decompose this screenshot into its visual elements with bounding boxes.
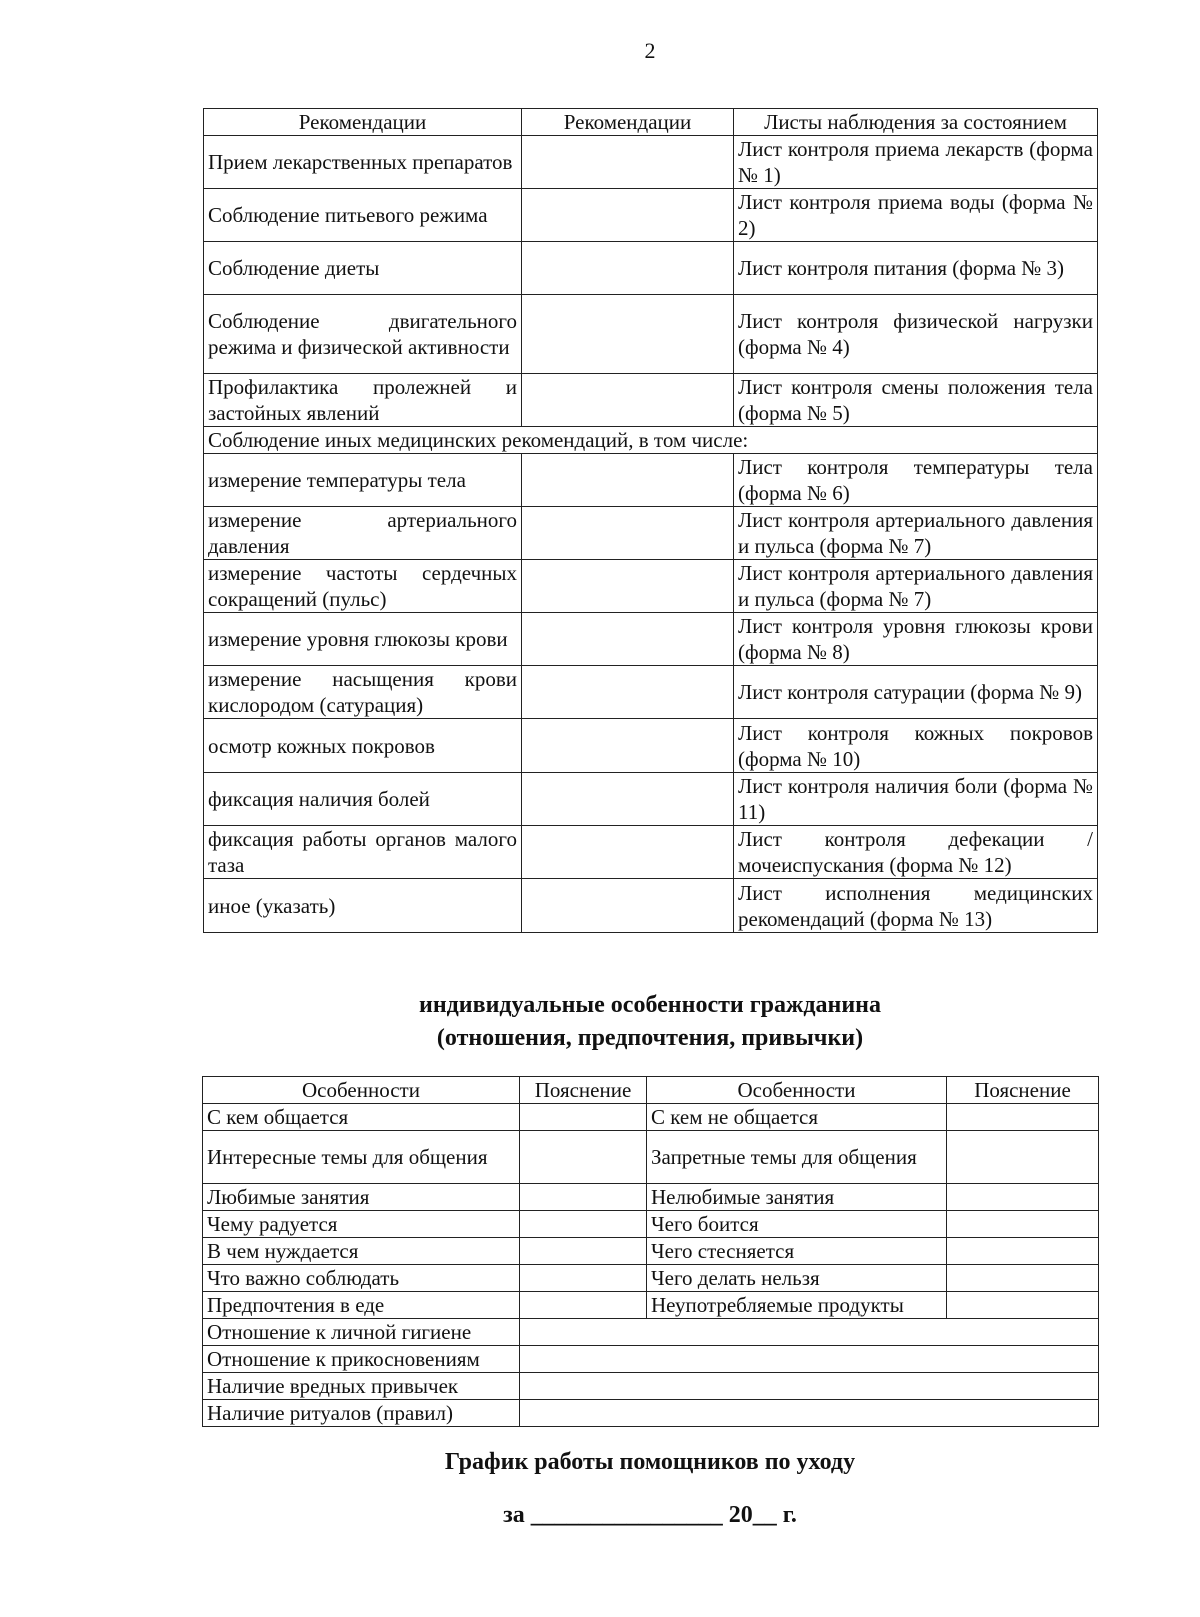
note-right-cell [947, 1211, 1099, 1238]
observation-sheet-cell: Лист контроля артериального давления и пульса (форма № 7) [734, 507, 1098, 560]
table-row [203, 1292, 1099, 1319]
note-left-cell [520, 1265, 647, 1292]
note-right-cell [947, 1104, 1099, 1131]
observation-sheet-cell: Лист контроля наличия боли (форма № 11) [734, 773, 1098, 826]
note-single-cell [520, 1319, 1099, 1346]
table-row [204, 374, 1098, 427]
section-subtitle-features: (отношения, предпочтения, привычки) [436, 1025, 864, 1051]
schedule-title: График работы помощников по уходу [444, 1449, 856, 1475]
table-row [204, 613, 1098, 666]
table-row [204, 507, 1098, 560]
recommendation-cell: Соблюдение питьевого режима [204, 189, 522, 242]
feature-right-cell: Чего делать нельзя [647, 1265, 947, 1292]
table-row [204, 454, 1098, 507]
recommendation-cell: измерение температуры тела [204, 454, 522, 507]
feature-left-cell: С кем общается [203, 1104, 520, 1131]
note-single-cell [520, 1400, 1099, 1427]
col-header-note-right: Пояснение [947, 1077, 1099, 1104]
observation-sheet-cell: Лист контроля температуры тела (форма № 6) [734, 454, 1098, 507]
recommendation-cell: Соблюдение двигательного режима и физической активности [204, 295, 522, 374]
recommendation-empty-cell [522, 295, 734, 374]
note-left-cell [520, 1184, 647, 1211]
note-right-cell [947, 1184, 1099, 1211]
table-row [203, 1104, 1099, 1131]
recommendation-cell: измерение артериального давления [204, 507, 522, 560]
recommendation-empty-cell [522, 773, 734, 826]
table-row [203, 1238, 1099, 1265]
observation-sheet-cell: Лист контроля питания (форма № 3) [734, 242, 1098, 295]
note-right-cell [947, 1131, 1099, 1184]
recommendation-cell: осмотр кожных покровов [204, 719, 522, 773]
recommendation-cell: Прием лекарственных препаратов [204, 136, 522, 189]
table-row [203, 1319, 1099, 1346]
feature-left-cell: Что важно соблюдать [203, 1265, 520, 1292]
col-header-recommendations: Рекомендации [204, 109, 522, 136]
observation-sheet-cell: Лист контроля кожных покровов (форма № 10) [734, 719, 1098, 773]
note-left-cell [520, 1131, 647, 1184]
feature-single-cell: Наличие вредных привычек [203, 1373, 520, 1400]
recommendation-empty-cell [522, 719, 734, 773]
note-right-cell [947, 1265, 1099, 1292]
page-number: 2 [644, 38, 656, 63]
recommendation-empty-cell [522, 560, 734, 613]
observation-sheet-cell: Лист контроля дефекации / мочеиспускания (форма № 12) [734, 826, 1098, 879]
section-title-features: индивидуальные особенности гражданина [418, 992, 881, 1018]
table-row [204, 826, 1098, 879]
col-header-features-right: Особенности [647, 1077, 947, 1104]
observation-sheet-cell: Лист контроля смены положения тела (форма № 5) [734, 374, 1098, 427]
recommendation-empty-cell [522, 242, 734, 295]
recommendation-empty-cell [522, 454, 734, 507]
table-row [203, 1346, 1099, 1373]
recommendation-empty-cell [522, 507, 734, 560]
period-year: 20__ г. [728, 1502, 797, 1528]
observation-sheet-cell: Лист исполнения медицинских рекомендаций (форма № 13) [734, 879, 1098, 933]
feature-left-cell: Интересные темы для общения [203, 1131, 520, 1184]
table-row [204, 242, 1098, 295]
observation-sheet-cell: Лист контроля приема лекарств (форма № 1) [734, 136, 1098, 189]
span-row [204, 427, 1098, 454]
table-row [204, 879, 1098, 933]
feature-left-cell: Любимые занятия [203, 1184, 520, 1211]
observation-sheet-cell: Лист контроля уровня глюкозы крови (форма № 8) [734, 613, 1098, 666]
col-header-recommendations-2: Рекомендации [522, 109, 734, 136]
recommendation-cell: Профилактика пролежней и застойных явлений [204, 374, 522, 427]
recommendation-empty-cell [522, 879, 734, 933]
recommendations-table [203, 108, 1098, 933]
col-header-features-left: Особенности [203, 1077, 520, 1104]
feature-right-cell: Чего боится [647, 1211, 947, 1238]
feature-single-cell: Наличие ритуалов (правил) [203, 1400, 520, 1427]
table-row [203, 1184, 1099, 1211]
note-single-cell [520, 1373, 1099, 1400]
recommendation-empty-cell [522, 826, 734, 879]
col-header-note-left: Пояснение [520, 1077, 647, 1104]
recommendation-cell: иное (указать) [204, 879, 522, 933]
span-row-text: Соблюдение иных медицинских рекомендаций, в том числе: [204, 427, 1098, 454]
recommendation-empty-cell [522, 666, 734, 719]
feature-left-cell: Чему радуется [203, 1211, 520, 1238]
note-left-cell [520, 1292, 647, 1319]
table-row [203, 1373, 1099, 1400]
observation-sheet-cell: Лист контроля физической нагрузки (форма № 4) [734, 295, 1098, 374]
col-header-observation-sheets: Листы наблюдения за состоянием [734, 109, 1098, 136]
table-row [203, 1211, 1099, 1238]
table-row [204, 136, 1098, 189]
recommendation-empty-cell [522, 613, 734, 666]
feature-single-cell: Отношение к прикосновениям [203, 1346, 520, 1373]
table-row [203, 1265, 1099, 1292]
table-row [204, 189, 1098, 242]
recommendation-empty-cell [522, 136, 734, 189]
feature-single-cell: Отношение к личной гигиене [203, 1319, 520, 1346]
feature-right-cell: Нелюбимые занятия [647, 1184, 947, 1211]
recommendation-empty-cell [522, 374, 734, 427]
feature-right-cell: Запретные темы для общения [647, 1131, 947, 1184]
period-blank: ________________ [530, 1502, 723, 1528]
observation-sheet-cell: Лист контроля приема воды (форма № 2) [734, 189, 1098, 242]
recommendation-cell: измерение насыщения крови кислородом (сатурация) [204, 666, 522, 719]
observation-sheet-cell: Лист контроля сатурации (форма № 9) [734, 666, 1098, 719]
features-table [202, 1076, 1099, 1427]
feature-left-cell: Предпочтения в еде [203, 1292, 520, 1319]
observation-sheet-cell: Лист контроля артериального давления и пульса (форма № 7) [734, 560, 1098, 613]
recommendation-cell: измерение частоты сердечных сокращений (пульс) [204, 560, 522, 613]
note-left-cell [520, 1104, 647, 1131]
schedule-period [0, 1499, 1200, 1532]
table-row [204, 666, 1098, 719]
note-right-cell [947, 1292, 1099, 1319]
recommendation-cell: измерение уровня глюкозы крови [204, 613, 522, 666]
note-right-cell [947, 1238, 1099, 1265]
table-row [204, 773, 1098, 826]
feature-right-cell: С кем не общается [647, 1104, 947, 1131]
period-prefix: за [503, 1502, 525, 1528]
recommendation-cell: Соблюдение диеты [204, 242, 522, 295]
note-left-cell [520, 1238, 647, 1265]
note-left-cell [520, 1211, 647, 1238]
table-row [203, 1400, 1099, 1427]
recommendation-cell: фиксация наличия болей [204, 773, 522, 826]
table-row [204, 295, 1098, 374]
note-single-cell [520, 1346, 1099, 1373]
recommendation-empty-cell [522, 189, 734, 242]
table-row [204, 560, 1098, 613]
feature-left-cell: В чем нуждается [203, 1238, 520, 1265]
table-row [203, 1131, 1099, 1184]
feature-right-cell: Чего стесняется [647, 1238, 947, 1265]
feature-right-cell: Неупотребляемые продукты [647, 1292, 947, 1319]
recommendation-cell: фиксация работы органов малого таза [204, 826, 522, 879]
table-row [204, 719, 1098, 773]
